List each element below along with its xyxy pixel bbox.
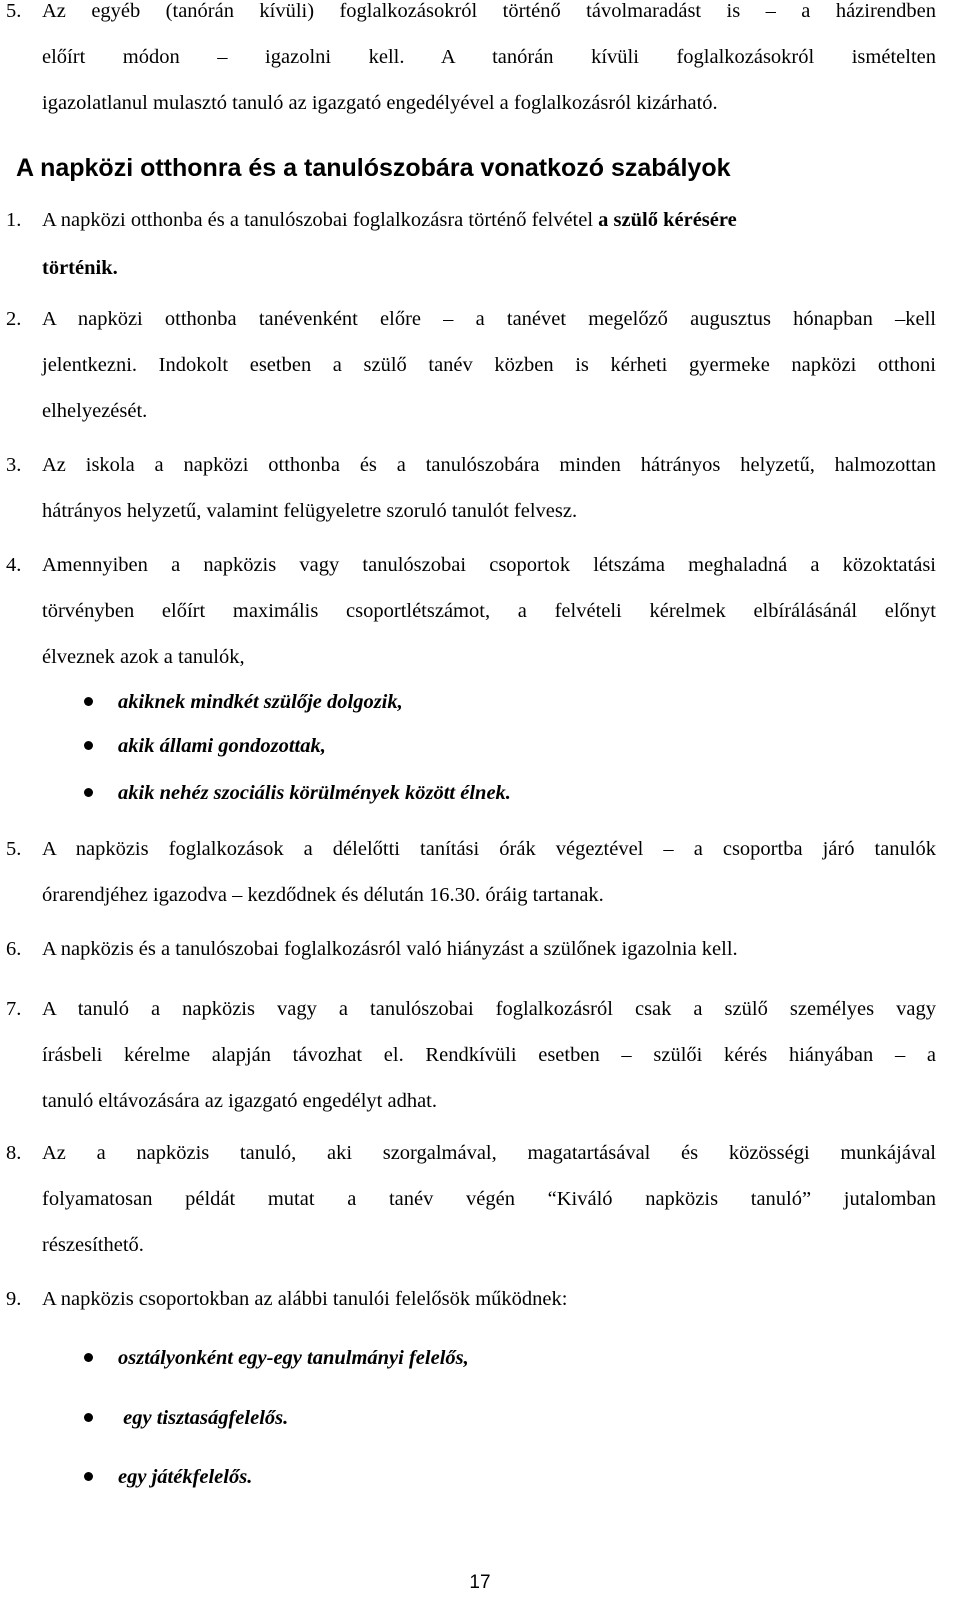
paragraph-line — [42, 196, 936, 244]
paragraph-line: elhelyezését. — [42, 400, 148, 422]
rule-item-9 — [6, 1276, 936, 1322]
item-number: 5. — [6, 838, 22, 860]
bullet-icon — [84, 788, 93, 797]
list-item-text: egy játékfelelős. — [118, 1466, 253, 1488]
item-number: 2. — [6, 308, 22, 330]
rule-item-6 — [6, 926, 936, 972]
bullet-icon — [84, 697, 93, 706]
item-number: 9. — [6, 1288, 22, 1310]
paragraph-line: A tanuló a napközis vagy a tanulószobai foglalkozásról csak a szülő személyes vagy — [42, 998, 936, 1020]
item-number: 1. — [6, 209, 22, 231]
rule-item-8 — [6, 1130, 936, 1268]
list-item-text: egy tisztaságfelelős. — [118, 1407, 289, 1429]
rule-item-1 — [6, 196, 936, 292]
rule-emphasis: történik. — [42, 257, 118, 279]
paragraph-line: részesíthető. — [42, 1234, 144, 1256]
list-item-text: akik nehéz szociális körülmények között élnek. — [118, 782, 511, 804]
rule-item-7 — [6, 986, 936, 1124]
paragraph-line: Az egyéb (tanórán kívüli) foglalkozásokról történő távolmaradást is – a házirendben — [42, 0, 936, 22]
item-number: 4. — [6, 554, 22, 576]
paragraph-line: Az iskola a napközi otthonba és a tanulószobára minden hátrányos helyzetű, halmozottan — [42, 454, 936, 476]
section-heading: A napközi otthonra és a tanulószobára vonatkozó szabályok — [16, 154, 731, 182]
paragraph-line: élveznek azok a tanulók, — [42, 646, 245, 668]
rule-item-4 — [6, 542, 936, 680]
paragraph-line: A napközis csoportokban az alábbi tanulói felelősök működnek: — [42, 1288, 568, 1310]
page-number: 17 — [469, 1572, 491, 1593]
paragraph-line: igazolatlanul mulasztó tanuló az igazgató engedélyével a foglalkozásról kizárható. — [42, 92, 718, 114]
list-item — [84, 1398, 934, 1438]
list-item — [84, 1338, 934, 1378]
paragraph-line: törvényben előírt maximális csoportlétszámot, a felvételi kérelmek elbírálásánál előnyt — [42, 600, 936, 622]
paragraph-line: A napközi otthonba tanévenként előre – a tanévet megelőző augusztus hónapban –kell — [42, 308, 936, 330]
bullet-icon — [84, 741, 93, 750]
list-item-text: akiknek mindkét szülője dolgozik, — [118, 691, 403, 713]
bullet-icon — [84, 1472, 93, 1481]
rule-emphasis: a szülő kérésére — [598, 209, 737, 231]
bullet-icon — [84, 1413, 93, 1422]
rule-item-2 — [6, 296, 936, 434]
paragraph-line: előírt módon – igazolni kell. A tanórán kívüli foglalkozásokról ismételten — [42, 46, 936, 68]
list-item — [84, 682, 934, 722]
rule-text: A napközi otthonba és a tanulószobai foglalkozásra történő felvétel — [42, 209, 599, 231]
item-number: 6. — [6, 938, 22, 960]
paragraph-line: A napközis foglalkozások a délelőtti tanítási órák végeztével – a csoportba járó tanulók — [42, 838, 936, 860]
list-item-text: osztályonként egy-egy tanulmányi felelős, — [118, 1347, 469, 1369]
rule-item-5 — [6, 826, 936, 918]
list-item — [84, 1457, 934, 1497]
item-number: 8. — [6, 1142, 22, 1164]
list-item — [84, 773, 934, 813]
paragraph-line: órarendjéhez igazodva – kezdődnek és délután 16.30. óráig tartanak. — [42, 884, 604, 906]
paragraph-line: hátrányos helyzetű, valamint felügyeletre szoruló tanulót felvesz. — [42, 500, 578, 522]
item-number: 5. — [6, 0, 22, 22]
list-item-text: akik állami gondozottak, — [118, 735, 326, 757]
paragraph-line: folyamatosan példát mutat a tanév végén “Kiváló napközis tanuló” jutalomban — [42, 1188, 936, 1210]
paragraph-line: A napközis és a tanulószobai foglalkozásról való hiányzást a szülőnek igazolnia kell. — [42, 938, 738, 960]
rule-item-3 — [6, 442, 936, 534]
item-number: 7. — [6, 998, 22, 1020]
paragraph-line: Az a napközis tanuló, aki szorgalmával, magatartásával és közösségi munkájával — [42, 1142, 936, 1164]
paragraph-line: tanuló eltávozására az igazgató engedélyt adhat. — [42, 1090, 437, 1112]
list-item — [84, 726, 934, 766]
paragraph-line: Amennyiben a napközis vagy tanulószobai csoportok létszáma meghaladná a közoktatási — [42, 554, 936, 576]
item-number: 3. — [6, 454, 22, 476]
paragraph-item-5-absence — [6, 0, 936, 126]
bullet-icon — [84, 1353, 93, 1362]
paragraph-line: írásbeli kérelme alapján távozhat el. Rendkívüli esetben – szülői kérés hiányában – a — [42, 1044, 936, 1066]
paragraph-line: jelentkezni. Indokolt esetben a szülő tanév közben is kérheti gyermeke napközi otthoni — [42, 354, 936, 376]
